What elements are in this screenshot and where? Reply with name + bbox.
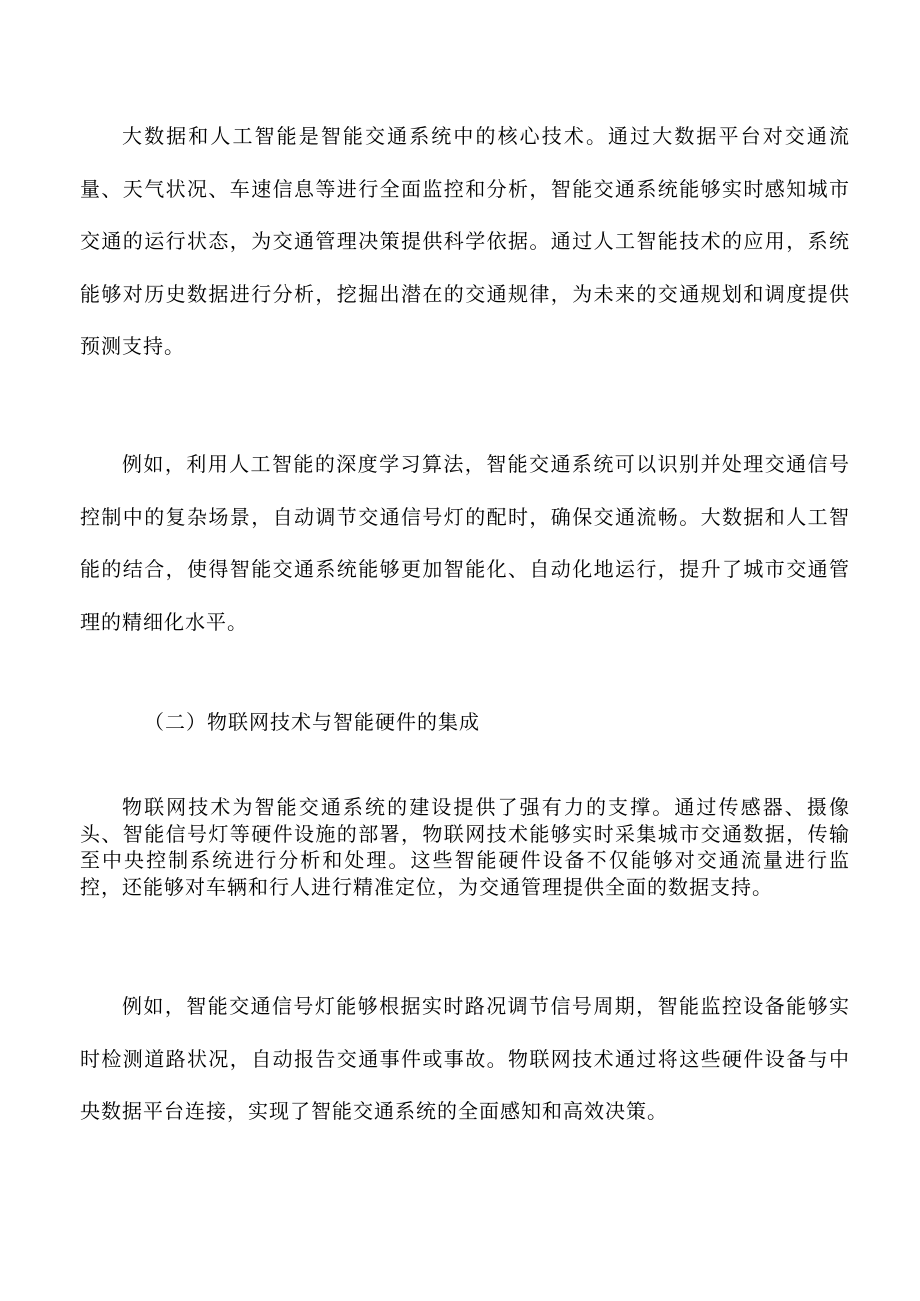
paragraph-iot-hardware: 物联网技术为智能交通系统的建设提供了强有力的支撑。通过传感器、摄像头、智能信号灯等硬件设施的部署，物联网技术能够实时采集城市交通数据，传输至中央控制系统进行分析和处理。这些智能硬件设备不仅能够对交通流量进行监控，还能够对车辆和行人进行精准定位，为交通管理提供全面的数据支持。: [80, 795, 850, 899]
paragraph-deep-learning-example: 例如，利用人工智能的深度学习算法，智能交通系统可以识别并处理交通信号控制中的复杂场景，自动调节交通信号灯的配时，确保交通流畅。大数据和人工智能的结合，使得智能交通系统能够更加智能化、自动化地运行，提升了城市交通管理的精细化水平。: [80, 452, 850, 634]
paragraph-big-data-ai: 大数据和人工智能是智能交通系统中的核心技术。通过大数据平台对交通流量、天气状况、车速信息等进行全面监控和分析，智能交通系统能够实时感知城市交通的运行状态，为交通管理决策提供科学依据。通过人工智能技术的应用，系统能够对历史数据进行分析，挖掘出潜在的交通规律，为未来的交通规划和调度提供预测支持。: [80, 124, 850, 358]
section-heading: （二）物联网技术与智能硬件的集成: [144, 710, 480, 734]
paragraph-signal-light-example: 例如，智能交通信号灯能够根据实时路况调节信号周期，智能监控设备能够实时检测道路状况，自动报告交通事件或事故。物联网技术通过将这些硬件设备与中央数据平台连接，实现了智能交通系统的全面感知和高效决策。: [80, 994, 850, 1123]
